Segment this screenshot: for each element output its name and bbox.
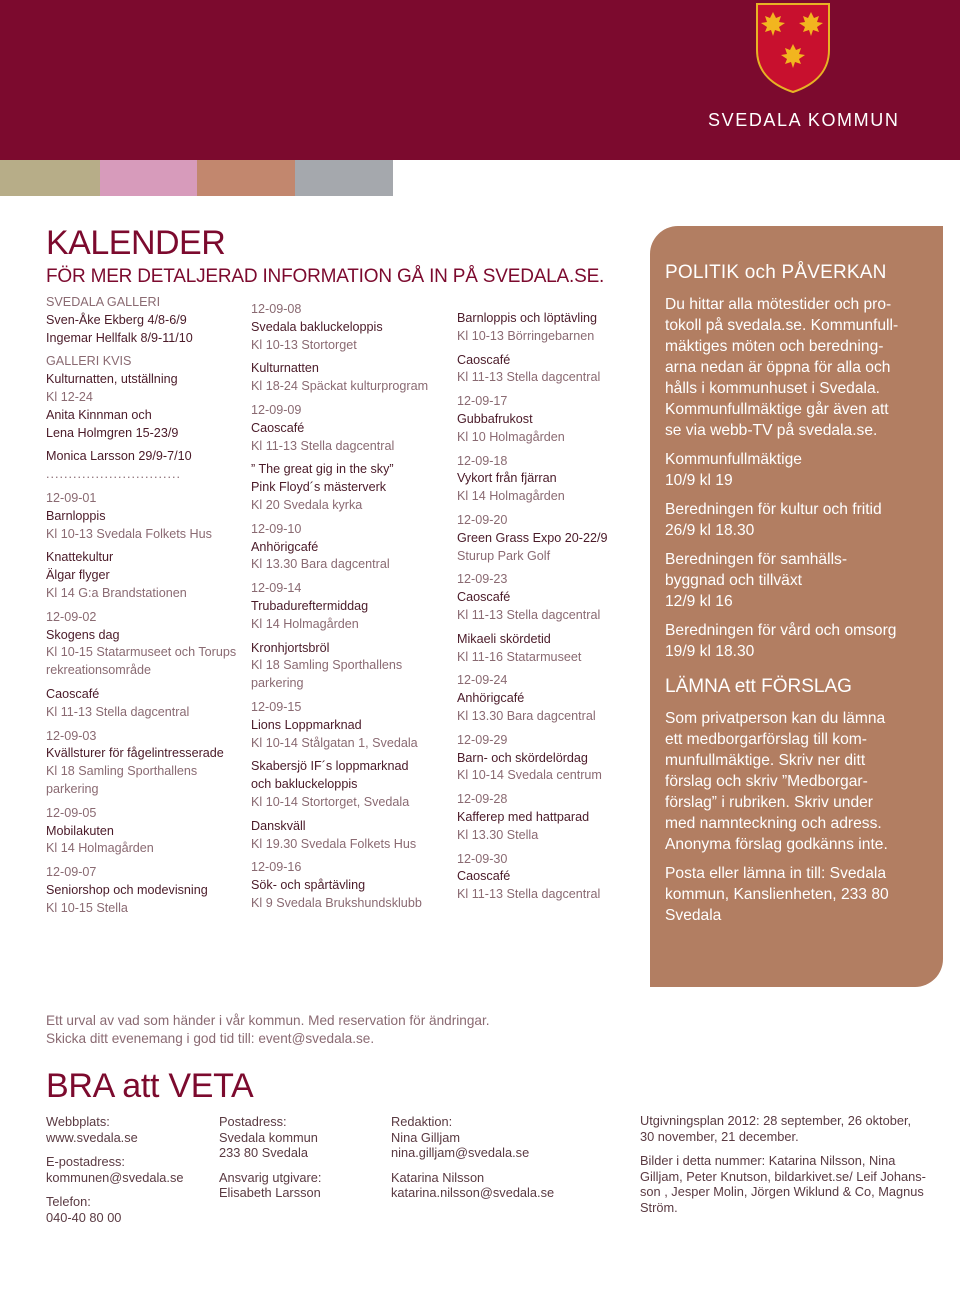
event-line: Kulturnatten, utställning bbox=[46, 372, 178, 387]
event-line: Kl 14 Holmagården bbox=[46, 841, 154, 856]
event-line: 12-09-02 bbox=[46, 609, 97, 624]
calendar-event bbox=[46, 294, 246, 347]
meeting-item bbox=[665, 620, 929, 662]
event-line: 12-09-30 bbox=[457, 851, 508, 866]
event-line: Barn- och skördelördag bbox=[457, 750, 588, 765]
event-line: Lena Holmgren 15-23/9 bbox=[46, 425, 179, 440]
event-line: Kl 11-13 Stella dagcentral bbox=[251, 438, 395, 453]
calendar-event bbox=[457, 672, 657, 725]
footer-info-group bbox=[219, 1170, 321, 1201]
event-line: Kl 14 Holmagården bbox=[251, 616, 359, 631]
meeting-line: byggnad och tillväxt bbox=[665, 572, 802, 589]
event-line: Barnloppis bbox=[46, 508, 106, 523]
event-line: Kl 18 Samling Sporthallens bbox=[251, 658, 403, 673]
calendar-event bbox=[46, 609, 246, 680]
event-line: Kl 14 Holmagården bbox=[457, 489, 565, 504]
meeting-line: 26/9 kl 18.30 bbox=[665, 522, 755, 539]
footer-line: Bilder i detta nummer: Katarina Nilsson, Nina bbox=[640, 1153, 896, 1168]
text-line: munfullmäktige. Skriv ner ditt bbox=[665, 752, 866, 769]
calendar-event bbox=[251, 461, 451, 514]
footer-line: 30 november, 21 december. bbox=[640, 1128, 799, 1144]
event-line: Kl 13.30 Stella bbox=[457, 827, 539, 842]
event-line: 12-09-17 bbox=[457, 394, 508, 409]
calendar-event bbox=[251, 640, 451, 693]
text-line: hålls i kommunhuset i Svedala. bbox=[665, 380, 880, 397]
footer-line: katarina.nilsson@svedala.se bbox=[391, 1185, 555, 1200]
calendar-event bbox=[251, 580, 451, 633]
meeting-line: 19/9 kl 18.30 bbox=[665, 643, 755, 660]
calendar-event bbox=[251, 301, 451, 354]
event-line: 12-09-10 bbox=[251, 521, 302, 536]
header-banner bbox=[0, 0, 960, 160]
page-subtitle: FÖR MER DETALJERAD INFORMATION GÅ IN PÅ SVEDALA.SE. bbox=[46, 266, 605, 287]
event-line: Kl 13.30 Bara dagcentral bbox=[251, 557, 390, 572]
event-line: 12-09-01 bbox=[46, 490, 97, 505]
footer-line: 040-40 80 00 bbox=[46, 1209, 122, 1225]
event-line: Kl 10-13 Svedala Folkets Hus bbox=[46, 526, 212, 541]
footer-line: Redaktion: bbox=[391, 1114, 453, 1129]
calendar-event bbox=[46, 490, 246, 543]
event-line: 12-09-24 bbox=[457, 673, 508, 688]
footer-publication-column bbox=[640, 1113, 940, 1224]
text-line: Kommunfullmäktige går även att bbox=[665, 401, 889, 418]
event-line: Skogens dag bbox=[46, 627, 120, 642]
event-line: 12-09-15 bbox=[251, 699, 302, 714]
event-line: Caoscafé bbox=[251, 420, 305, 435]
event-line: Seniorshop och modevisning bbox=[46, 882, 208, 897]
event-line: Skabersjö IF´s loppmarknad bbox=[251, 759, 409, 774]
event-line: 12-09-05 bbox=[46, 805, 97, 820]
event-line: Kl 14 G:a Brandstationen bbox=[46, 585, 187, 600]
event-line: 12-09-09 bbox=[251, 402, 302, 417]
event-line: Kl 11-16 Statarmuseet bbox=[457, 649, 582, 664]
calendar-event bbox=[457, 851, 657, 904]
calendar-event bbox=[251, 360, 451, 396]
event-line: Kl 18 Samling Sporthallens bbox=[46, 764, 198, 779]
post-address-text bbox=[665, 863, 929, 926]
event-line: Trubadureftermiddag bbox=[251, 598, 369, 613]
event-line: rekreationsområde bbox=[46, 663, 151, 678]
event-line: parkering bbox=[251, 676, 304, 691]
calendar-event bbox=[251, 402, 451, 455]
event-line: Caoscafé bbox=[46, 686, 100, 701]
calendar-event bbox=[251, 521, 451, 574]
calendar-event bbox=[46, 686, 246, 722]
text-line: Anonyma förslag godkänns inte. bbox=[665, 836, 888, 853]
calendar-event bbox=[251, 818, 451, 854]
event-line: Gubbafrukost bbox=[457, 411, 533, 426]
event-line: Kl 9 Svedala Brukshundsklubb bbox=[251, 895, 422, 910]
footer-info-group bbox=[391, 1114, 554, 1161]
calendar-event bbox=[46, 864, 246, 917]
event-line: 12-09-20 bbox=[457, 512, 508, 527]
text-line: med namnteckning och adress. bbox=[665, 815, 882, 832]
footer-line: 233 80 Svedala bbox=[219, 1145, 308, 1160]
calendar-event bbox=[46, 353, 246, 442]
event-line: Kulturnatten bbox=[251, 361, 319, 376]
event-line: Kl 10-14 Svedala centrum bbox=[457, 768, 602, 783]
calendar-event bbox=[457, 571, 657, 624]
calendar-event bbox=[457, 393, 657, 446]
event-line: Kronhjortsbröl bbox=[251, 640, 330, 655]
footer-line: Utgivningsplan 2012: 28 september, 26 oktober, bbox=[640, 1113, 912, 1128]
footer-line: www.svedala.se bbox=[46, 1129, 138, 1145]
disclaimer-note bbox=[46, 1012, 490, 1048]
event-line: Svedala bakluckeloppis bbox=[251, 319, 383, 334]
event-line: 12-09-29 bbox=[457, 732, 508, 747]
footer-info-group bbox=[391, 1170, 554, 1201]
event-line: Anhörigcafé bbox=[457, 691, 525, 706]
event-line: Sven-Åke Ekberg 4/8-6/9 bbox=[46, 312, 187, 327]
meeting-line: Beredningen för kultur och fritid bbox=[665, 501, 882, 518]
event-line: SVEDALA GALLERI bbox=[46, 295, 161, 309]
event-line: parkering bbox=[46, 781, 99, 796]
footer-line: son , Jesper Molin, Jörgen Wiklund & Co, Magnus bbox=[640, 1184, 924, 1199]
event-line: Barnloppis och löptävling bbox=[457, 311, 598, 325]
event-line: Anita Kinnman och bbox=[46, 407, 152, 422]
footer-editorial-column bbox=[391, 1114, 554, 1210]
footer-info-group bbox=[640, 1113, 940, 1144]
color-stripe-1 bbox=[0, 160, 100, 196]
event-line: Kvällsturer för fågelintresserade bbox=[46, 746, 224, 761]
event-line: Sök- och spårtävling bbox=[251, 878, 366, 893]
meeting-line: Beredningen för samhälls- bbox=[665, 551, 848, 568]
footer-line: Ansvarig utgivare: bbox=[219, 1169, 322, 1185]
calendar-column-1 bbox=[46, 294, 246, 924]
meeting-line: 10/9 kl 19 bbox=[665, 472, 733, 489]
text-line: ett medborgarförslag till kom- bbox=[665, 731, 867, 748]
event-line: Kl 10-13 Stortorget bbox=[251, 337, 357, 352]
text-line: Ett urval av vad som händer i vår kommun. Med reservation för ändringar. bbox=[46, 1013, 490, 1028]
footer-contact-column bbox=[46, 1114, 183, 1234]
event-line: Green Grass Expo 20-22/9 bbox=[457, 530, 608, 545]
color-stripe-4 bbox=[295, 160, 393, 196]
event-line: Kl 19.30 Svedala Folkets Hus bbox=[251, 836, 417, 851]
text-line: Svedala bbox=[665, 907, 722, 924]
event-line: Kafferep med hattparad bbox=[457, 809, 590, 824]
event-line: 12-09-23 bbox=[457, 572, 508, 587]
event-line: Kl 11-13 Stella dagcentral bbox=[46, 704, 190, 719]
calendar-column-3 bbox=[457, 310, 657, 910]
text-line: kommun, Kanslienheten, 233 80 bbox=[665, 886, 889, 903]
text-line: förslag och skriv ”Medborgar- bbox=[665, 773, 868, 790]
event-line: Kl 10-15 Statarmuseet och Torups bbox=[46, 645, 237, 660]
calendar-event bbox=[46, 805, 246, 858]
calendar-event bbox=[46, 728, 246, 799]
footer-line: Postadress: bbox=[219, 1114, 287, 1129]
panel-heading: POLITIK och PÅVERKAN bbox=[665, 262, 887, 283]
event-line: 12-09-07 bbox=[46, 865, 97, 880]
calendar-event bbox=[457, 512, 657, 565]
text-line: Skicka ditt evenemang i god tid till: event@svedala.se. bbox=[46, 1031, 375, 1046]
footer-info-group bbox=[46, 1114, 183, 1145]
footer-line: Katarina Nilsson bbox=[391, 1169, 485, 1185]
event-line: Kl 10-14 Stålgatan 1, Svedala bbox=[251, 735, 418, 750]
event-line: Kl 11-13 Stella dagcentral bbox=[457, 370, 601, 385]
event-line: Kl 13.30 Bara dagcentral bbox=[457, 708, 596, 723]
event-line: Sturup Park Golf bbox=[457, 548, 551, 563]
event-line: Caoscafé bbox=[457, 869, 511, 884]
calendar-event bbox=[251, 699, 451, 752]
event-line: Kl 10-13 Börringebarnen bbox=[457, 328, 595, 343]
page-title: KALENDER bbox=[46, 224, 226, 262]
bra-att-veta-title: BRA att VETA bbox=[46, 1067, 254, 1105]
footer-info-group bbox=[46, 1154, 183, 1185]
footer-info-group bbox=[640, 1153, 940, 1215]
calendar-column-2 bbox=[251, 301, 451, 919]
event-line: Kl 18-24 Späckat kulturprogram bbox=[251, 379, 429, 394]
footer-line: Svedala kommun bbox=[219, 1129, 318, 1145]
event-line: Caoscafé bbox=[457, 590, 511, 605]
event-line: 12-09-03 bbox=[46, 728, 97, 743]
text-line: Du hittar alla mötestider och pro- bbox=[665, 296, 892, 313]
event-line: Kl 11-13 Stella dagcentral bbox=[457, 887, 601, 902]
calendar-event bbox=[457, 453, 657, 506]
footer-line: Webbplats: bbox=[46, 1114, 110, 1129]
event-line: Anhörigcafé bbox=[251, 539, 319, 554]
event-line: 12-09-16 bbox=[251, 860, 302, 875]
event-line: 12-09-08 bbox=[251, 302, 302, 316]
event-line: Ingemar Hellfalk 8/9-11/10 bbox=[46, 330, 193, 345]
event-line: Caoscafé bbox=[457, 352, 511, 367]
event-line: Vykort från fjärran bbox=[457, 471, 557, 486]
calendar-event bbox=[457, 631, 657, 667]
footer-line: Nina Gilljam bbox=[391, 1129, 460, 1145]
event-line: Danskväll bbox=[251, 818, 306, 833]
footer-line: Gilljam, Peter Knutson, bildarkivet.se/ Leif Johans- bbox=[640, 1168, 926, 1184]
event-line: Kl 20 Svedala kyrka bbox=[251, 497, 363, 512]
proposal-text bbox=[665, 708, 929, 855]
event-line: Kl 10 Holmagården bbox=[457, 429, 565, 444]
event-line: ” The great gig in the sky” bbox=[251, 462, 394, 477]
calendar-event bbox=[457, 791, 657, 844]
event-line: 12-09-14 bbox=[251, 581, 302, 596]
calendar-event bbox=[457, 732, 657, 785]
text-line: se via webb-TV på svedala.se. bbox=[665, 422, 878, 439]
event-line: Kl 10-14 Stortorget, Svedala bbox=[251, 794, 410, 809]
event-line: GALLERI KVIS bbox=[46, 354, 132, 369]
calendar-event bbox=[46, 549, 246, 602]
color-stripe-3 bbox=[197, 160, 295, 196]
event-line: Pink Floyd´s mästerverk bbox=[251, 480, 387, 495]
event-line: Monica Larsson 29/9-7/10 bbox=[46, 449, 192, 464]
event-line: Älgar flyger bbox=[46, 568, 110, 583]
footer-address-column bbox=[219, 1114, 321, 1210]
footer-line: E-postadress: bbox=[46, 1154, 125, 1169]
text-line: mäktiges möten och beredning- bbox=[665, 338, 884, 355]
coat-of-arms-icon bbox=[753, 2, 833, 94]
calendar-event bbox=[457, 310, 657, 346]
meeting-line: 12/9 kl 16 bbox=[665, 593, 733, 610]
event-line: .............................. bbox=[46, 467, 181, 482]
footer-line: kommunen@svedala.se bbox=[46, 1169, 184, 1185]
text-line: Som privatperson kan du lämna bbox=[665, 710, 886, 727]
calendar-event bbox=[457, 352, 657, 388]
calendar-event bbox=[251, 859, 451, 912]
footer-info-group bbox=[46, 1194, 183, 1225]
calendar-event bbox=[46, 448, 246, 484]
footer-line: Telefon: bbox=[46, 1194, 91, 1209]
event-line: 12-09-18 bbox=[457, 453, 508, 468]
event-line: och bakluckeloppis bbox=[251, 777, 358, 792]
meeting-line: Kommunfullmäktige bbox=[665, 451, 802, 468]
event-line: Kl 11-13 Stella dagcentral bbox=[457, 607, 601, 622]
meeting-item bbox=[665, 499, 929, 541]
footer-line: Ström. bbox=[640, 1199, 678, 1215]
footer-line: nina.gilljam@svedala.se bbox=[391, 1145, 530, 1160]
footer-line: Elisabeth Larsson bbox=[219, 1185, 321, 1200]
calendar-event bbox=[251, 758, 451, 811]
event-line: Knattekultur bbox=[46, 550, 114, 565]
proposal-heading: LÄMNA ett FÖRSLAG bbox=[665, 676, 852, 697]
text-line: arna nedan är öppna för alla och bbox=[665, 359, 891, 376]
event-line: Mikaeli skördetid bbox=[457, 631, 551, 646]
politics-panel bbox=[650, 226, 943, 987]
text-line: förslag” i rubriken. Skriv under bbox=[665, 794, 873, 811]
meeting-line: Beredningen för vård och omsorg bbox=[665, 622, 897, 639]
event-line: Kl 10-15 Stella bbox=[46, 900, 128, 915]
meeting-item bbox=[665, 449, 929, 491]
text-line: Posta eller lämna in till: Svedala bbox=[665, 865, 887, 882]
event-line: Kl 12-24 bbox=[46, 389, 93, 404]
panel-intro bbox=[665, 294, 929, 441]
meeting-item bbox=[665, 549, 929, 612]
event-line: Mobilakuten bbox=[46, 823, 114, 838]
footer-info-group bbox=[219, 1114, 321, 1161]
event-line: Lions Loppmarknad bbox=[251, 717, 362, 732]
text-line: tokoll på svedala.se. Kommunfull- bbox=[665, 317, 899, 334]
meetings-list bbox=[665, 449, 929, 662]
brand-name: SVEDALA KOMMUN bbox=[708, 110, 900, 130]
color-stripe-2 bbox=[100, 160, 197, 196]
event-line: 12-09-28 bbox=[457, 792, 508, 807]
